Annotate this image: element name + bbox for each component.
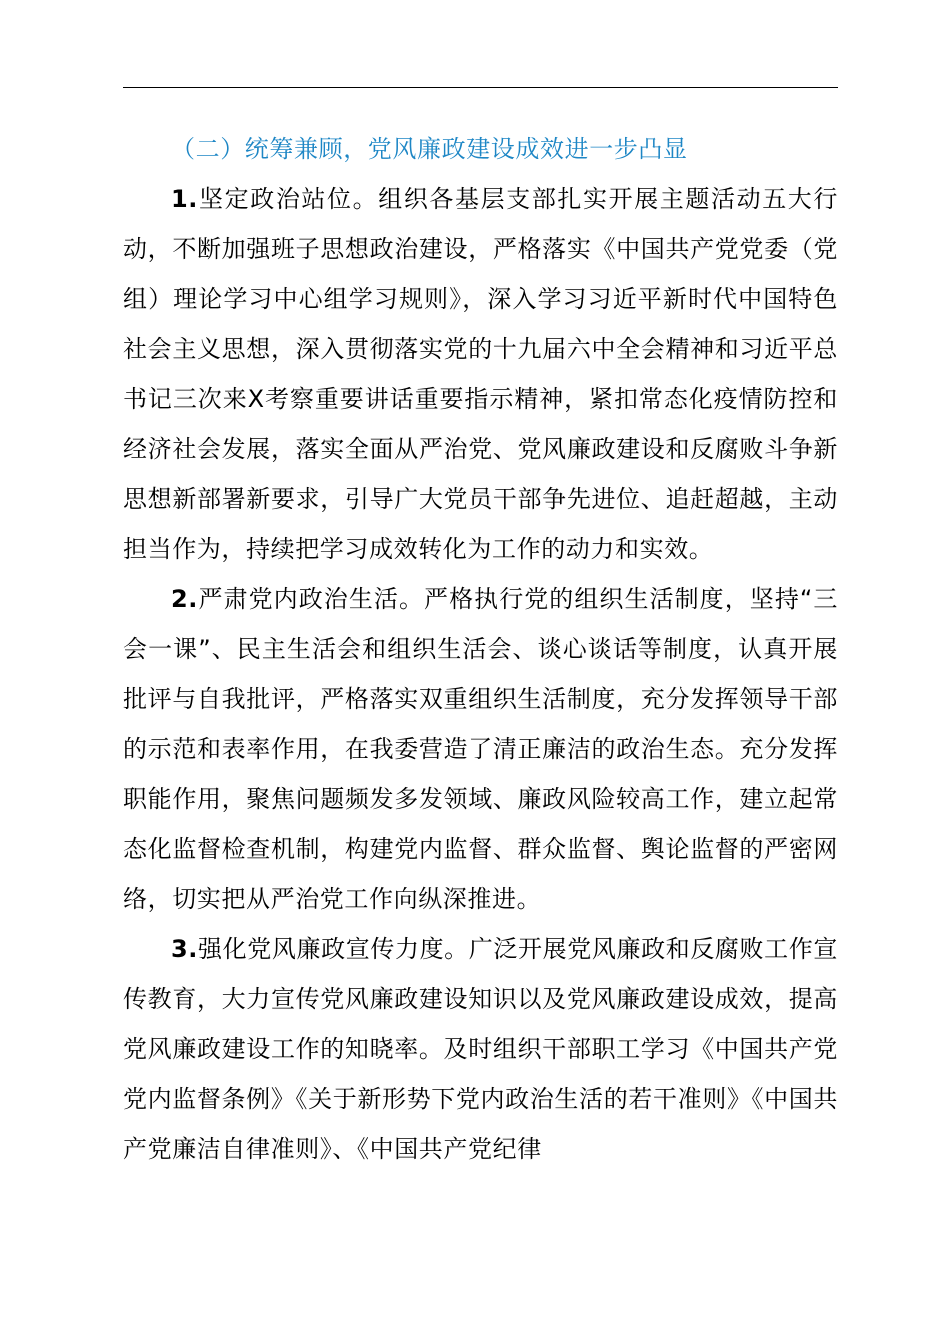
header-rule — [123, 87, 838, 88]
paragraph-2-number: 2. — [171, 585, 199, 613]
paragraph-3 — [123, 924, 838, 1174]
paragraph-3-number: 3. — [171, 935, 199, 963]
paragraph-2-text: 严肃党内政治生活。严格执行党的组织生活制度，坚持“三会一课”、民主生活会和组织生活会、谈心谈话等制度，认真开展批评与自我批评，严格落实双重组织生活制度，充分发挥领导干部的示范和表率作用，在我委营造了清正廉洁的政治生态。充分发挥职能作用，聚焦问题频发多发领域、廉政风险较高工作，建立起常态化监督检查机制，构建党内监督、群众监督、舆论监督的严密网络，切实把从严治党工作向纵深推进。 — [123, 585, 838, 913]
paragraph-1-number: 1. — [171, 185, 199, 213]
document-body — [123, 124, 838, 1174]
paragraph-1-text: 坚定政治站位。组织各基层支部扎实开展主题活动五大行动，不断加强班子思想政治建设，严格落实《中国共产党党委（党组）理论学习中心组学习规则》，深入学习习近平新时代中国特色社会主义思想，深入贯彻落实党的十九届六中全会精神和习近平总书记三次来X考察重要讲话重要指示精神，紧扣常态化疫情防控和经济社会发展，落实全面从严治党、党风廉政建设和反腐败斗争新思想新部署新要求，引导广大党员干部争先进位、追赶超越，主动担当作为，持续把学习成效转化为工作的动力和实效。 — [123, 185, 838, 563]
paragraph-3-text: 强化党风廉政宣传力度。广泛开展党风廉政和反腐败工作宣传教育，大力宣传党风廉政建设知识以及党风廉政建设成效，提高党风廉政建设工作的知晓率。及时组织干部职工学习《中国共产党党内监督条例》《关于新形势下党内政治生活的若干准则》《中国共产党廉洁自律准则》、《中国共产党纪律 — [123, 935, 838, 1163]
paragraph-1 — [123, 174, 838, 574]
paragraph-2 — [123, 574, 838, 924]
section-heading: （二）统筹兼顾，党风廉政建设成效进一步凸显 — [171, 135, 688, 163]
